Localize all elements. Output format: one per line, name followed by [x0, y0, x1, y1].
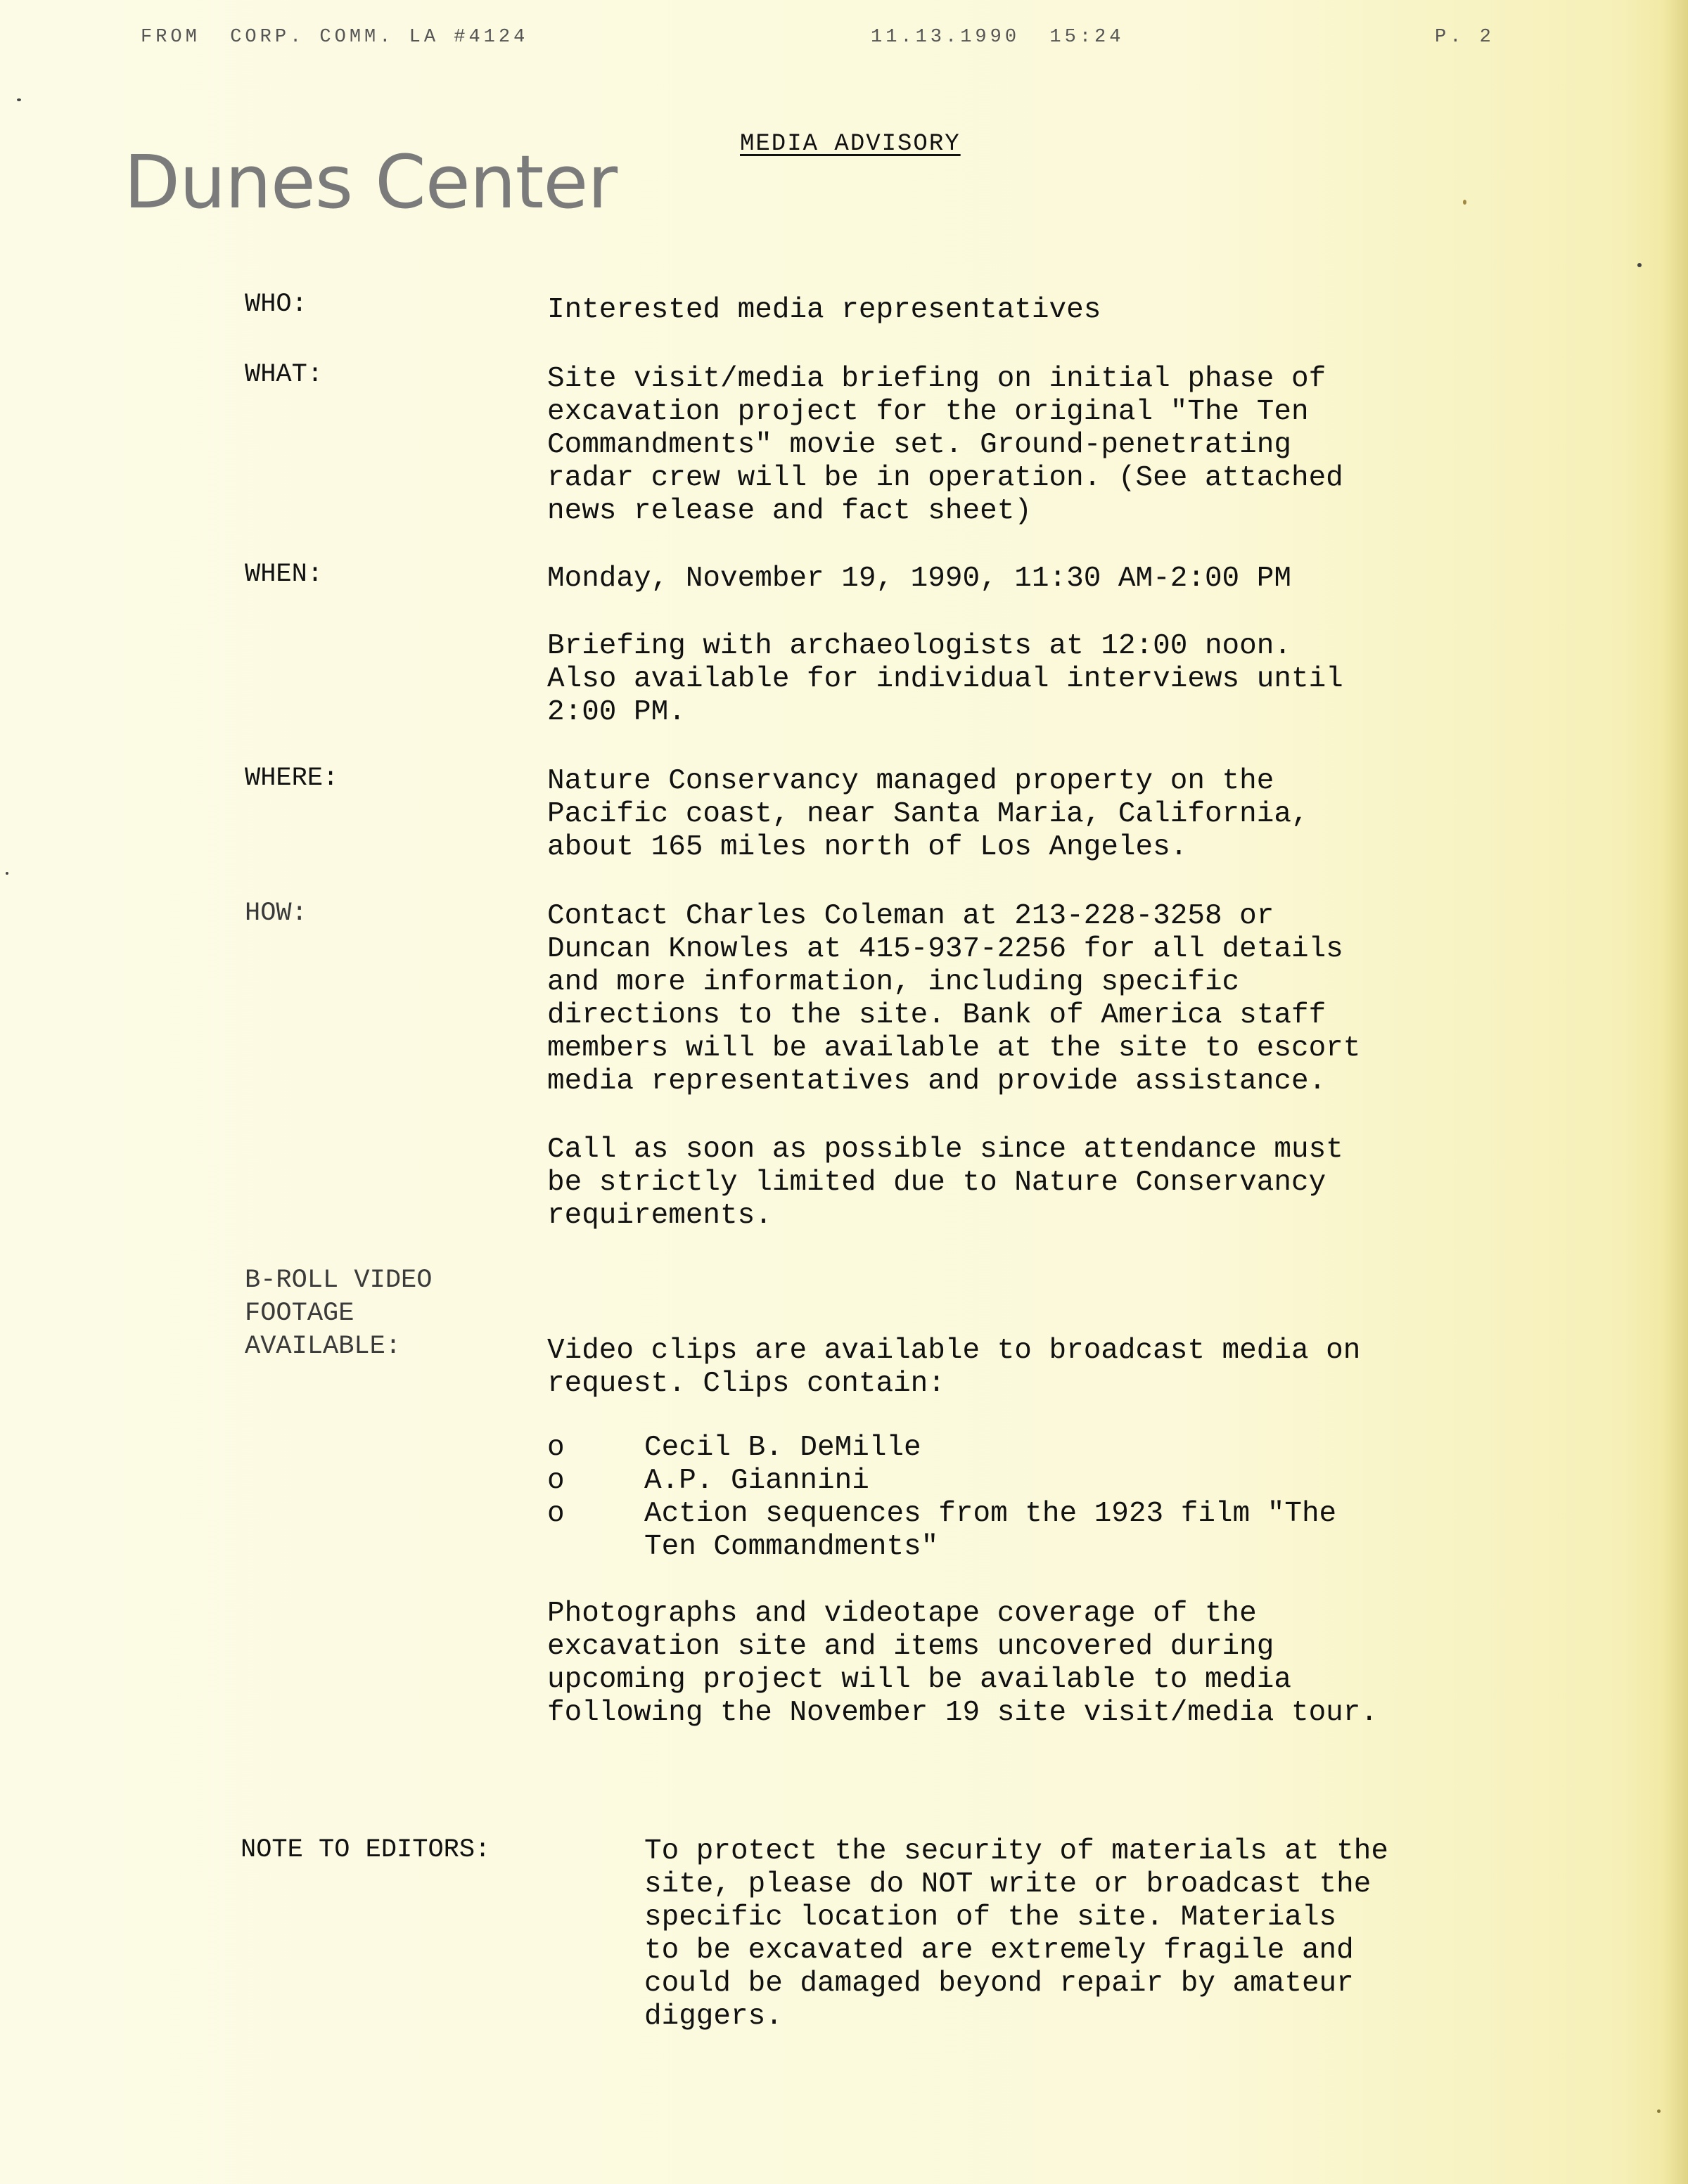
bullet-icon: o: [547, 1432, 565, 1464]
scan-speck: [6, 872, 8, 875]
when-label: WHEN:: [245, 560, 324, 589]
when-briefing-text: Briefing with archaeologists at 12:00 noon. Also available for individual interviews until 2:00 PM.: [547, 630, 1343, 728]
where-text: Nature Conservancy managed property on the Pacific coast, near Santa Maria, California, about 165 miles north of Los Angeles.: [547, 765, 1309, 863]
when-text: Monday, November 19, 1990, 11:30 AM-2:00 PM: [547, 563, 1291, 595]
scan-speck: [1637, 263, 1642, 267]
note-label: NOTE TO EDITORS:: [241, 1835, 491, 1865]
broll-label: B-ROLL VIDEO FOOTAGE AVAILABLE:: [245, 1266, 433, 1361]
where-label: WHERE:: [245, 764, 339, 793]
what-label: WHAT:: [245, 360, 324, 390]
what-text: Site visit/media briefing on initial phase of excavation project for the original "The Ten Commandments" movie set. Ground-penetrating radar crew will be in operation. (See attached news release and fact sheet): [547, 363, 1343, 527]
how-call-text: Call as soon as possible since attendance must be strictly limited due to Nature Conservancy requirements.: [547, 1133, 1343, 1232]
clip-list: [547, 1432, 1532, 1564]
fax-sender: FROM CORP. COMM. LA #4124: [141, 27, 529, 48]
paper-edge-shadow: [1664, 0, 1688, 2184]
document-title: MEDIA ADVISORY: [740, 131, 961, 158]
list-item: [547, 1465, 1532, 1498]
broll-photos-text: Photographs and videotape coverage of the excavation site and items uncovered during upcoming project will be available to media following the November 19 site visit/media tour.: [547, 1598, 1378, 1729]
list-item-text: Action sequences from the 1923 film "The Ten Commandments": [644, 1498, 1337, 1563]
list-item: [547, 1498, 1532, 1564]
fax-timestamp: 11.13.1990 15:24: [871, 27, 1125, 48]
list-item: [547, 1432, 1532, 1465]
watermark: Dunes Center: [124, 139, 618, 225]
who-text: Interested media representatives: [547, 294, 1101, 326]
how-text: Contact Charles Coleman at 213-228-3258 or Duncan Knowles at 415-937-2256 for all details and more information, including specific directions to the site. Bank of America staff members will be available at the site to escort media representatives and provide assistance.: [547, 900, 1361, 1098]
scan-speck: [1657, 2109, 1661, 2113]
who-label: WHO:: [245, 290, 307, 319]
note-text: To protect the security of materials at the site, please do NOT write or broadcast the specific location of the site. Materials to be excavated are extremely fragile and could be damaged beyond repair by amateur diggers.: [644, 1835, 1388, 2033]
bullet-icon: o: [547, 1465, 565, 1497]
scan-speck: [1463, 200, 1466, 205]
broll-text: Video clips are available to broadcast media on request. Clips contain:: [547, 1335, 1361, 1400]
scan-speck: [17, 98, 21, 101]
list-item-text: A.P. Giannini: [644, 1465, 869, 1497]
fax-page-number: P. 2: [1435, 27, 1495, 48]
bullet-icon: o: [547, 1498, 565, 1530]
how-label: HOW:: [245, 899, 307, 928]
list-item-text: Cecil B. DeMille: [644, 1432, 921, 1464]
